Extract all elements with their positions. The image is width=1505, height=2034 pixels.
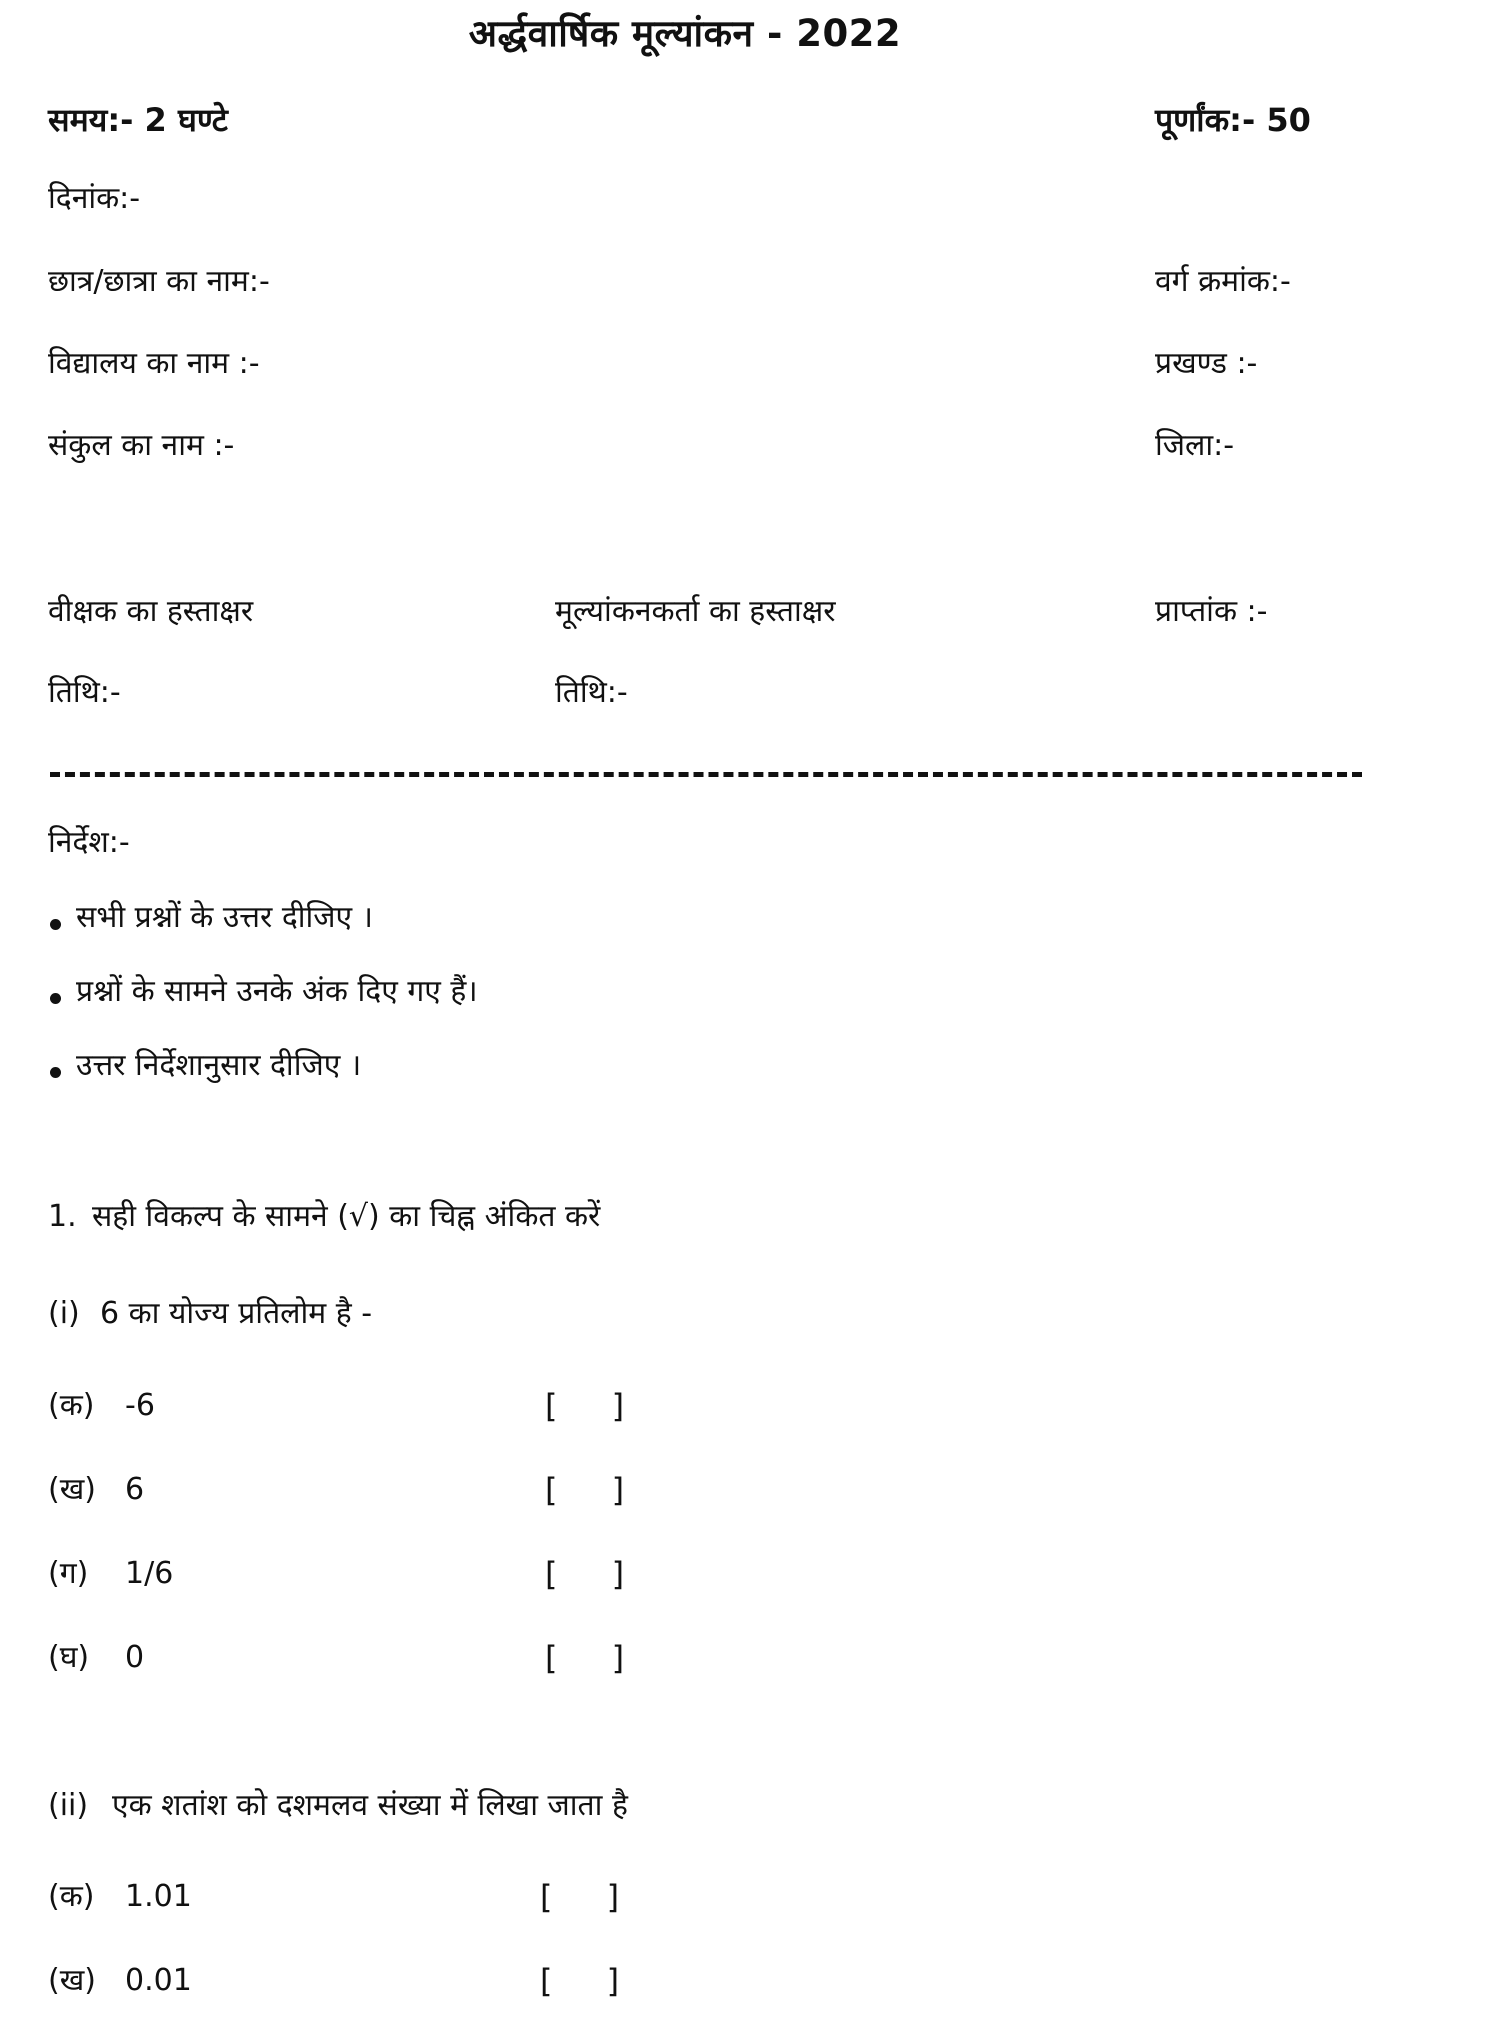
subquestion-ii-option-a-checkbox[interactable]: [ ]: [540, 1878, 642, 1916]
subquestion-ii-option-b-checkbox[interactable]: [ ]: [540, 1962, 642, 2000]
subquestion-i-option-b-key: (ख): [48, 1472, 96, 1507]
subquestion-i-option-a-key: (क): [48, 1388, 95, 1423]
meta-class-roll-number-label: वर्ग क्रमांक:-: [1155, 264, 1291, 299]
subquestion-i-text: 6 का योज्य प्रतिलोम है -: [100, 1296, 373, 1331]
instruction-item-1: सभी प्रश्नों के उत्तर दीजिए ।: [76, 900, 374, 935]
bullet-icon: [50, 993, 61, 1004]
question-1-number: 1.: [48, 1199, 77, 1234]
subquestion-i-option-a-checkbox[interactable]: [ ]: [545, 1387, 647, 1425]
subquestion-i-option-c-key: (ग): [48, 1556, 89, 1591]
subquestion-i-option-d-key: (घ): [48, 1640, 90, 1675]
subquestion-i-option-c-checkbox[interactable]: [ ]: [545, 1555, 647, 1593]
subquestion-i-number: (i): [48, 1296, 80, 1331]
subquestion-ii-number: (ii): [48, 1788, 89, 1823]
question-1-text: सही विकल्प के सामने (√) का चिह्न अंकित करें: [92, 1199, 601, 1234]
meta-school-name-label: विद्यालय का नाम :-: [48, 346, 260, 381]
maximum-marks-label: पूर्णांक:- 50: [1155, 101, 1311, 139]
evaluator-date-label: तिथि:-: [555, 675, 628, 710]
subquestion-i-option-c-value: 1/6: [125, 1556, 174, 1591]
subquestion-ii-option-b-key: (ख): [48, 1963, 96, 1998]
subquestion-i-option-a-value: -6: [125, 1388, 155, 1423]
instruction-item-3: उत्तर निर्देशानुसार दीजिए ।: [76, 1048, 362, 1083]
subquestion-i-option-d-checkbox[interactable]: [ ]: [545, 1639, 647, 1677]
page-title: अर्द्धवार्षिक मूल्यांकन - 2022: [468, 12, 902, 55]
meta-student-name-label: छात्र/छात्रा का नाम:-: [48, 264, 270, 299]
subquestion-i-option-b-value: 6: [125, 1472, 145, 1507]
bullet-icon: [50, 919, 61, 930]
bullet-icon: [50, 1067, 61, 1078]
evaluator-signature-label: मूल्यांकनकर्ता का हस्ताक्षर: [555, 594, 836, 629]
meta-date-label: दिनांक:-: [48, 181, 141, 216]
section-divider: [50, 772, 1362, 777]
invigilator-signature-label: वीक्षक का हस्ताक्षर: [48, 594, 254, 629]
meta-district-label: जिला:-: [1155, 428, 1235, 463]
meta-cluster-name-label: संकुल का नाम :-: [48, 428, 235, 463]
subquestion-ii-option-a-value: 1.01: [125, 1879, 192, 1914]
subquestion-ii-text: एक शतांश को दशमलव संख्या में लिखा जाता है: [112, 1788, 628, 1823]
invigilator-date-label: तिथि:-: [48, 675, 121, 710]
instruction-item-2: प्रश्नों के सामने उनके अंक दिए गए हैं।: [76, 974, 478, 1009]
obtained-marks-label: प्राप्तांक :-: [1155, 594, 1268, 629]
subquestion-ii-option-a-key: (क): [48, 1879, 95, 1914]
subquestion-i-option-d-value: 0: [125, 1640, 145, 1675]
meta-block-label: प्रखण्ड :-: [1155, 346, 1258, 381]
exam-duration-label: समय:- 2 घण्टे: [48, 101, 228, 139]
instructions-heading: निर्देश:-: [48, 825, 130, 860]
subquestion-ii-option-b-value: 0.01: [125, 1963, 192, 1998]
subquestion-i-option-b-checkbox[interactable]: [ ]: [545, 1471, 647, 1509]
